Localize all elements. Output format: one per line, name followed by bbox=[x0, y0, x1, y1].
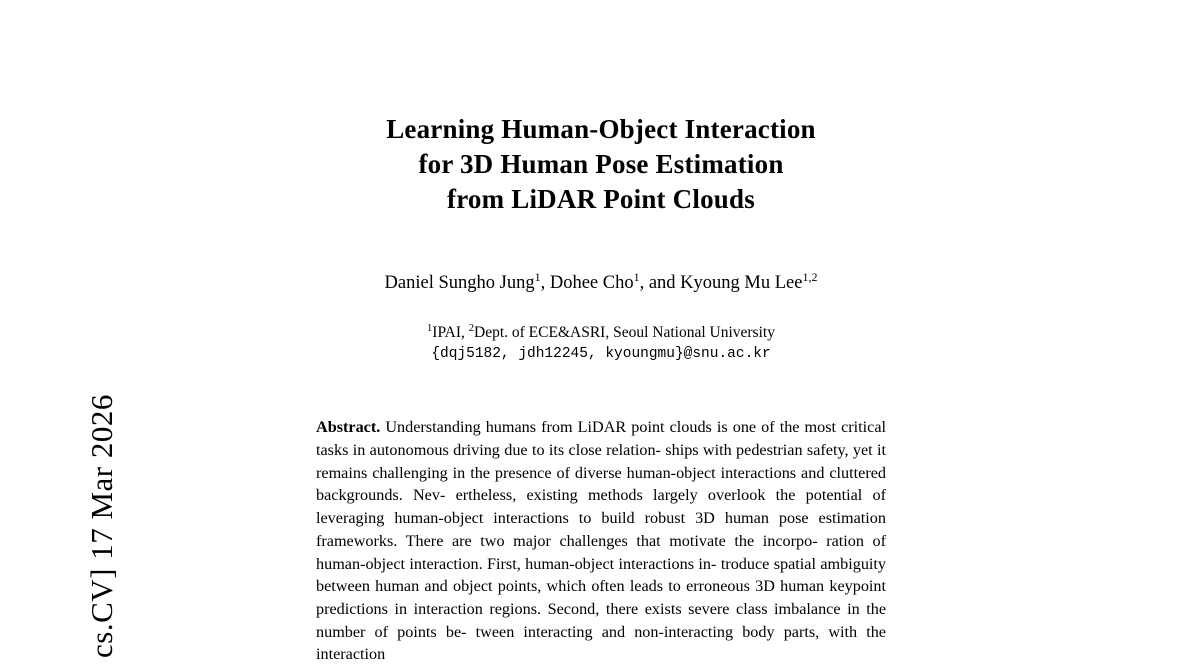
author-3-affil-marker: 1,2 bbox=[802, 270, 818, 284]
title-line-3: from LiDAR Point Clouds bbox=[447, 184, 755, 214]
abstract-line: Second, there exists severe class imbalance in the number of points be- bbox=[316, 599, 887, 641]
abstract-line: human-object interactions to build robust 3D human pose estimation bbox=[394, 509, 886, 528]
arxiv-stamp: cs.CV] 17 Mar 2026 bbox=[84, 394, 119, 658]
affiliation bbox=[316, 318, 886, 343]
abstract-section bbox=[316, 416, 886, 666]
author-separator-1: , bbox=[540, 273, 550, 294]
abstract-line: tween interacting and non-interacting body parts, with the interaction bbox=[316, 622, 886, 664]
affiliation-marker-2: 2 bbox=[468, 323, 475, 335]
abstract-line: frameworks. There are two major challenges that motivate the incorpo- bbox=[316, 531, 818, 550]
author-separator-2: , and bbox=[639, 273, 681, 294]
abstract-body bbox=[316, 418, 886, 663]
author-1-affil-marker: 1 bbox=[534, 270, 541, 284]
paper-column bbox=[316, 0, 886, 666]
abstract-line: ration of human-object interaction. First, human-object interactions in- bbox=[316, 531, 887, 573]
contact-email: {dqj5182, jdh12245, kyoungmu}@snu.ac.kr bbox=[431, 346, 771, 363]
abstract-line: leads to erroneous 3D human keypoint predictions in interaction regions. bbox=[316, 577, 887, 618]
abstract-label: Abstract. bbox=[316, 418, 381, 437]
abstract-line: troduce spatial ambiguity between human and object points, which often bbox=[316, 554, 887, 596]
abstract-line: the most critical tasks in autonomous driving due to its close relation- bbox=[316, 418, 887, 460]
abstract-line: ships with pedestrian safety, yet it remains challenging in the presence bbox=[316, 441, 887, 482]
affiliation-marker-1: 1 bbox=[427, 323, 433, 335]
affiliation-text-1: IPAI, bbox=[432, 324, 469, 342]
page-title bbox=[316, 112, 886, 217]
abstract-line: ertheless, existing methods largely overlook the potential of leveraging bbox=[316, 486, 887, 528]
author-3-name: Kyoung Mu Lee bbox=[680, 273, 803, 294]
author-2-name: Dohee Cho bbox=[549, 273, 634, 294]
title-line-2: for 3D Human Pose Estimation bbox=[418, 149, 784, 179]
author-2-affil-marker: 1 bbox=[633, 270, 640, 284]
author-list bbox=[316, 265, 886, 295]
abstract-line: Understanding humans from LiDAR point clouds is one of bbox=[385, 418, 775, 437]
affiliation-text-2: Dept. of ECE&ASRI, Seoul National University bbox=[474, 324, 775, 342]
author-1-name: Daniel Sungho Jung bbox=[384, 273, 535, 294]
title-line-1: Learning Human-Object Interaction bbox=[386, 114, 816, 144]
abstract-line: of diverse human-object interactions and cluttered backgrounds. Nev- bbox=[316, 463, 886, 505]
